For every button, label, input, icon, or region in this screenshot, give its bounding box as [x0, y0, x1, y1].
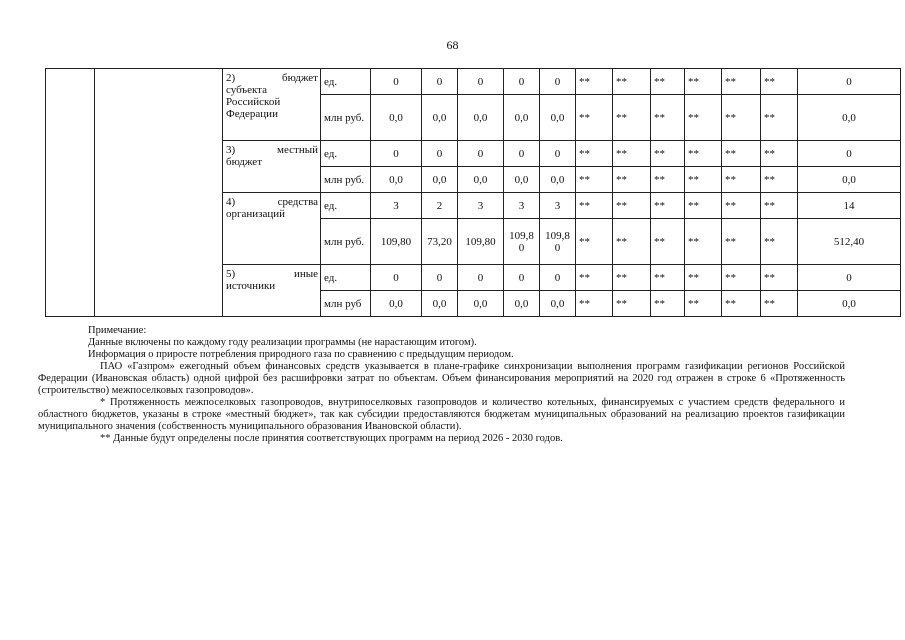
pending-value-cell: **: [651, 141, 685, 167]
value-cell: 0: [458, 265, 504, 291]
value-cell: 0: [504, 141, 540, 167]
funding-source-line: 4) средства: [226, 196, 318, 208]
pending-value-cell: **: [722, 95, 761, 141]
value-cell: 0,0: [422, 167, 458, 193]
pending-value-cell: **: [722, 219, 761, 265]
total-cell: 0: [798, 265, 901, 291]
total-cell: 14: [798, 193, 901, 219]
pending-value-cell: **: [613, 95, 651, 141]
pending-value-cell: **: [576, 193, 613, 219]
pending-value-cell: **: [613, 291, 651, 317]
funding-source-line: 3) местный: [226, 144, 318, 156]
value-cell: 73,20: [422, 219, 458, 265]
pending-value-cell: **: [651, 167, 685, 193]
value-cell: 109,8 0: [540, 219, 576, 265]
notes-single-star: * Протяженность межпоселковых газопроводов, внутрипоселковых газопроводов и количество котельных, финансируемых с участием средств федерального и областного бюджетов, указаны в строке «местный бюджет», так как субсидии предоставляются бюджетам муниципальных образований на реализацию проектов газификации муниципального значения (собственность муниципального образования Ивановской области).: [38, 397, 845, 432]
funding-source-line: Федерации: [226, 108, 278, 120]
notes-block: [38, 325, 845, 445]
total-cell: 512,40: [798, 219, 901, 265]
unit-cell: ед.: [321, 141, 371, 167]
pending-value-cell: **: [722, 141, 761, 167]
pending-value-cell: **: [685, 265, 722, 291]
pending-value-cell: **: [651, 219, 685, 265]
value-cell: 0: [458, 141, 504, 167]
funding-source-line: 5) иные: [226, 268, 318, 280]
total-cell: 0: [798, 69, 901, 95]
pending-value-cell: **: [576, 141, 613, 167]
pending-value-cell: **: [761, 141, 798, 167]
unit-cell: ед.: [321, 265, 371, 291]
pending-value-cell: **: [761, 265, 798, 291]
value-cell: 0: [371, 265, 422, 291]
value-cell: 0: [371, 69, 422, 95]
pending-value-cell: **: [722, 69, 761, 95]
funding-source-line: субъекта: [226, 84, 268, 96]
notes-heading: Примечание:: [88, 325, 147, 336]
pending-value-cell: **: [651, 291, 685, 317]
pending-value-cell: **: [613, 219, 651, 265]
pending-value-cell: **: [651, 95, 685, 141]
notes-gazprom: ПАО «Газпром» ежегодный объем финансовых средств указывается в плане-графике синхронизации выполнения программ газификации регионов Российской Федерации (Ивановская область) одной цифрой без расшифровки затрат по объектам. Объем финансирования мероприятий на 2020 год отражен в строке 6 «Протяженность (строительство) межпоселковых газопроводов».: [38, 361, 845, 396]
unit-cell: ед.: [321, 193, 371, 219]
value-cell: 3: [540, 193, 576, 219]
value-cell: 0: [458, 69, 504, 95]
value-cell: 2: [422, 193, 458, 219]
value-cell: 0: [371, 141, 422, 167]
unit-cell: млн руб.: [321, 167, 371, 193]
value-cell: 0: [422, 141, 458, 167]
funding-source-line: источники: [226, 280, 276, 292]
pending-value-cell: **: [761, 193, 798, 219]
value-cell: 0: [540, 141, 576, 167]
value-cell: 0,0: [458, 167, 504, 193]
value-cell: 0,0: [458, 291, 504, 317]
value-cell: 0,0: [371, 95, 422, 141]
value-cell: 0: [422, 69, 458, 95]
total-cell: 0,0: [798, 95, 901, 141]
pending-value-cell: **: [685, 141, 722, 167]
funding-source-line: организаций: [226, 208, 286, 220]
pending-value-cell: **: [685, 291, 722, 317]
pending-value-cell: **: [761, 219, 798, 265]
pending-value-cell: **: [685, 193, 722, 219]
value-cell: 0: [422, 265, 458, 291]
pending-value-cell: **: [685, 219, 722, 265]
pending-value-cell: **: [576, 265, 613, 291]
notes-line-1: Данные включены по каждому году реализации программы (не нарастающим итогом).: [88, 337, 477, 348]
pending-value-cell: **: [576, 219, 613, 265]
value-cell: 109,80: [371, 219, 422, 265]
total-cell: 0: [798, 141, 901, 167]
value-cell: 0: [504, 69, 540, 95]
page-number: 68: [446, 38, 459, 52]
pending-value-cell: **: [685, 69, 722, 95]
notes-line-2: Информация о приросте потребления природного газа по сравнению с предыдущим периодом.: [88, 349, 514, 360]
pending-value-cell: **: [651, 265, 685, 291]
pending-value-cell: **: [761, 167, 798, 193]
funding-source-cell: [223, 141, 321, 193]
funding-source-cell: [223, 193, 321, 265]
unit-cell: млн руб.: [321, 219, 371, 265]
pending-value-cell: **: [613, 167, 651, 193]
pending-value-cell: **: [576, 95, 613, 141]
value-cell: 0,0: [458, 95, 504, 141]
pending-value-cell: **: [613, 141, 651, 167]
total-cell: 0,0: [798, 291, 901, 317]
value-cell: 0,0: [422, 291, 458, 317]
pending-value-cell: **: [651, 193, 685, 219]
pending-value-cell: **: [685, 167, 722, 193]
unit-cell: ед.: [321, 69, 371, 95]
unit-cell: млн руб: [321, 291, 371, 317]
pending-value-cell: **: [761, 69, 798, 95]
value-cell: 0,0: [371, 167, 422, 193]
value-cell: 0: [504, 265, 540, 291]
pending-value-cell: **: [613, 193, 651, 219]
pending-value-cell: **: [722, 291, 761, 317]
pending-value-cell: **: [761, 291, 798, 317]
value-cell: 0,0: [504, 167, 540, 193]
pending-value-cell: **: [576, 167, 613, 193]
value-cell: 0,0: [422, 95, 458, 141]
total-cell: 0,0: [798, 167, 901, 193]
pending-value-cell: **: [722, 193, 761, 219]
pending-value-cell: **: [722, 265, 761, 291]
pending-value-cell: **: [613, 69, 651, 95]
value-cell: 3: [371, 193, 422, 219]
notes-double-star: ** Данные будут определены после принятия соответствующих программ на период 2026 - 2030 годов.: [100, 433, 563, 444]
financing-table: [45, 68, 901, 317]
name-cell: [95, 69, 223, 317]
value-cell: 0: [540, 265, 576, 291]
value-cell: 0,0: [504, 95, 540, 141]
pending-value-cell: **: [576, 291, 613, 317]
value-cell: 0: [540, 69, 576, 95]
value-cell: 0,0: [540, 95, 576, 141]
pending-value-cell: **: [613, 265, 651, 291]
index-cell: [46, 69, 95, 317]
pending-value-cell: **: [685, 95, 722, 141]
unit-cell: млн руб.: [321, 95, 371, 141]
funding-source-line: Российской: [226, 96, 281, 108]
value-cell: 0,0: [540, 167, 576, 193]
value-cell: 3: [504, 193, 540, 219]
value-cell: 0,0: [540, 291, 576, 317]
pending-value-cell: **: [722, 167, 761, 193]
funding-source-cell: [223, 69, 321, 141]
pending-value-cell: **: [761, 95, 798, 141]
value-cell: 109,8 0: [504, 219, 540, 265]
value-cell: 0,0: [504, 291, 540, 317]
value-cell: 109,80: [458, 219, 504, 265]
value-cell: 3: [458, 193, 504, 219]
pending-value-cell: **: [651, 69, 685, 95]
funding-source-cell: [223, 265, 321, 317]
table-row: [46, 69, 901, 95]
value-cell: 0,0: [371, 291, 422, 317]
funding-source-line: 2) бюджет: [226, 72, 318, 84]
funding-source-line: бюджет: [226, 156, 262, 168]
pending-value-cell: **: [576, 69, 613, 95]
